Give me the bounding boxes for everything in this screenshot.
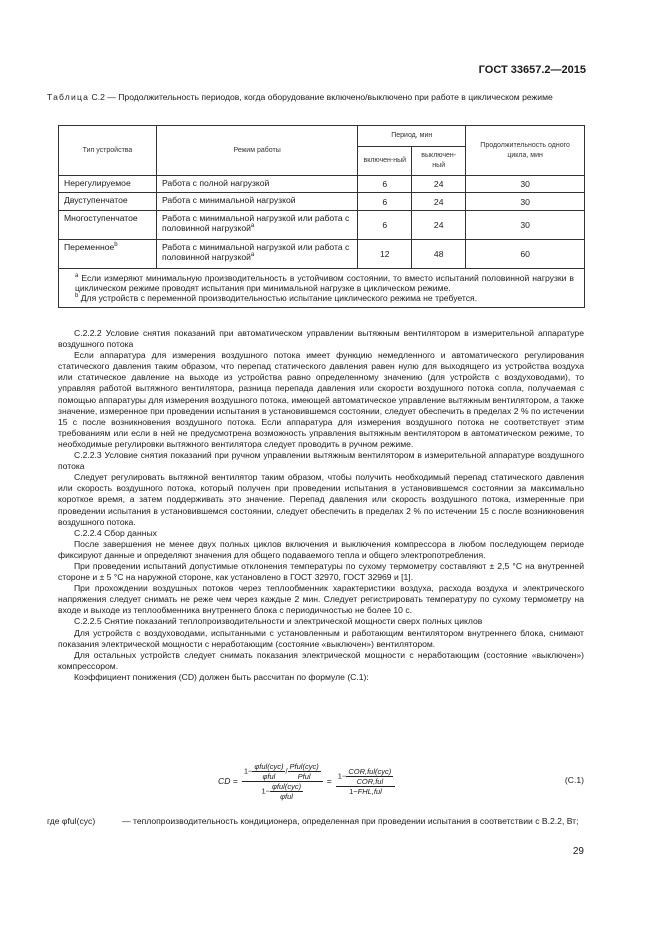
formula-label: (С.1) xyxy=(564,775,584,785)
paragraph: Следует регулировать вытяжной вентилятор таким образом, чтобы получить необходимый перепад статического давления или скорость воздушного потока, который получен при проведении испытания в установившемся состоянии за максимально короткое время, а затем поддерживать это значение. Перепад давления или скорость воздушного потока, измеренные при проведении испытания в установившемся состоянии, следует обеспечить в пределах 2 % по истечении 15 с после возникновения воздушного потока. xyxy=(58,472,584,527)
th-on: включен-ный xyxy=(358,147,412,176)
paragraph: При проведении испытаний допустимые отклонения температуры по сухому термометру составляют ± 2,5 °С на внутренней стороне и ± 5 °С на наружной стороне, как установлено в ГОСТ 32970, ГОСТ 32969 и [1]. xyxy=(58,560,584,583)
cell-off: 24 xyxy=(412,211,466,240)
cell-cycle: 30 xyxy=(466,176,585,193)
cell-device: Нерегулируемое xyxy=(59,176,157,193)
paragraph: Коэффициент понижения (CD) должен быть рассчитан по формуле (С.1): xyxy=(74,671,369,682)
where-lead: где φful(cyc) xyxy=(47,816,96,826)
table-row xyxy=(59,176,585,193)
formula-right-fraction: 1− $\frac{\text{COR,ful(cyc)}}{\text{COR,ful}}$ 1−FHL,ful xyxy=(336,767,395,796)
formula-lhs: CD = xyxy=(218,776,238,786)
cell-off: 48 xyxy=(412,240,466,269)
table-row xyxy=(59,240,585,269)
cell-device: Переменное$^b$ xyxy=(59,240,157,269)
table-caption xyxy=(47,91,583,103)
note-a: $^a$ Если измеряют минимальную производительность в устойчивом состоянии, то вместо испытаний половинной нагрузки в циклическом режиме проводят испытания при минимальной нагрузке в циклическом режиме. xyxy=(75,273,574,293)
th-mode: Режим работы xyxy=(156,126,357,176)
formula-c1 xyxy=(58,753,584,809)
where-clause xyxy=(47,816,584,827)
paragraph: При прохождении воздушных потоков через теплообменник характеристики воздуха, расхода воздуха и электрического напряжения следует снимать не реже чем через каждые 2 мин. Следует регистрировать температуру по сухому термометру на входе и выходе из теплообменника внутреннего блока с периодичностью не более 10 с. xyxy=(58,583,584,616)
paragraph: Для остальных устройств следует снимать показания электрической мощности с неработающим (состояние «выключен») компрессором. xyxy=(58,649,584,671)
cell-mode: Работа с минимальной нагрузкой или работа с половинной нагрузкой$^a$ xyxy=(156,240,357,269)
formula-left-fraction: 1− $\frac{\text{φful(cyc)}}{\text{φful}}$ / $\frac{\text{Pful(cyc)}}{\text{Pful}}$ 1− $\frac{\text{φful(cyc)}}{\text{φful}}$ xyxy=(242,762,323,801)
table-notes xyxy=(59,269,585,308)
cell-off: 24 xyxy=(412,176,466,193)
paragraph: Если аппаратура для измерения воздушного потока имеет функцию немедленного и автоматического регулирования статического давления таким образом, что перепад статического давления равен нулю для выходящего из устройства воздуха или статическое давление на выходе из устройства равно определенному значению (для устройств с воздуховодами), то управляя работой вытяжного вентилятора, разница перепада давления или скорости воздушного потока сопла, получаемая с помощью аппаратуры для измерения воздушного потока, имеющей автоматическое управление вытяжным вентилятором, а также значение, измеренное при проведении испытания в установившемся состоянии, следует обеспечить в пределах 2 % по истечении 15 с после возникновения воздушного потока. Если аппаратура для измерения воздушного потока не соответствует этим требованиям или если в ней не предусмотрена возможность управления вытяжным вентилятором в автоматическом режиме, то необходимые регулировки вытяжного вентилятора следует проводить в ручном режиме. xyxy=(58,350,584,449)
paragraph: Для устройств с воздуховодами, испытанными с установленным и работающим вентилятором внутреннего блока, снимают показания электрической мощности с неработающим (состояние «выключен») вентилятором. xyxy=(58,627,584,649)
table-row xyxy=(59,193,585,211)
cell-device: Двуступенчатое xyxy=(59,193,157,211)
paragraph: С.2.2.3 Условие снятия показаний при ручном управлении вытяжным вентилятором в измерительной аппаратуре воздушного потока xyxy=(58,450,584,472)
caption-text: С.2 — Продолжительность периодов, когда оборудование включено/выключено при работе в циклическом режиме xyxy=(89,92,553,102)
paragraph: С.2.2.2 Условие снятия показаний при автоматическом управлении вытяжным вентилятором в измерительной аппаратуре воздушного потока xyxy=(58,328,584,350)
cell-mode: Работа с минимальной нагрузкой xyxy=(156,193,357,211)
page-number: 29 xyxy=(572,846,584,857)
cell-on: 6 xyxy=(358,193,412,211)
th-off: выключен-ный xyxy=(412,147,466,176)
cell-off: 24 xyxy=(412,193,466,211)
where-text: — теплопроизводительность кондиционера, определенная при проведении испытания в соответствии с В.2.2, Вт; xyxy=(122,816,579,826)
cell-on: 6 xyxy=(358,176,412,193)
paragraph: С.2.2.4 Сбор данных xyxy=(74,527,157,538)
caption-lead: Таблица xyxy=(47,92,90,102)
cell-cycle: 60 xyxy=(466,240,585,269)
cell-on: 6 xyxy=(358,211,412,240)
cell-mode: Работа с полной нагрузкой xyxy=(156,176,357,193)
cell-on: 12 xyxy=(358,240,412,269)
period-table xyxy=(58,125,585,308)
table-row xyxy=(59,211,585,240)
table-notes-row xyxy=(59,269,585,308)
cell-mode: Работа с минимальной нагрузкой или работа с половинной нагрузкой$^a$ xyxy=(156,211,357,240)
th-period: Период, мин xyxy=(358,126,466,147)
document-header: ГОСТ 33657.2—2015 xyxy=(478,64,586,76)
paragraph: После завершения не менее двух полных циклов включения и выключения компрессора в любом последующем периоде фиксируют данные и определяют значения для общего подаваемого тепла и общего электропотребления. xyxy=(58,538,584,560)
th-cycle: Продолжительность одного цикла, мин xyxy=(466,126,585,176)
paragraph: С.2.2.5 Снятие показаний теплопроизводительности и электрической мощности сверх полных циклов xyxy=(74,616,483,627)
body-text xyxy=(58,328,584,683)
cell-device: Многоступенчатое xyxy=(59,211,157,240)
note-b: $^b$ Для устройств с переменной производительностью испытание циклического режима не требуется. xyxy=(75,293,478,303)
cell-cycle: 30 xyxy=(466,211,585,240)
formula-eq: = xyxy=(326,776,332,786)
th-device: Тип устройства xyxy=(59,126,157,176)
cell-cycle: 30 xyxy=(466,193,585,211)
